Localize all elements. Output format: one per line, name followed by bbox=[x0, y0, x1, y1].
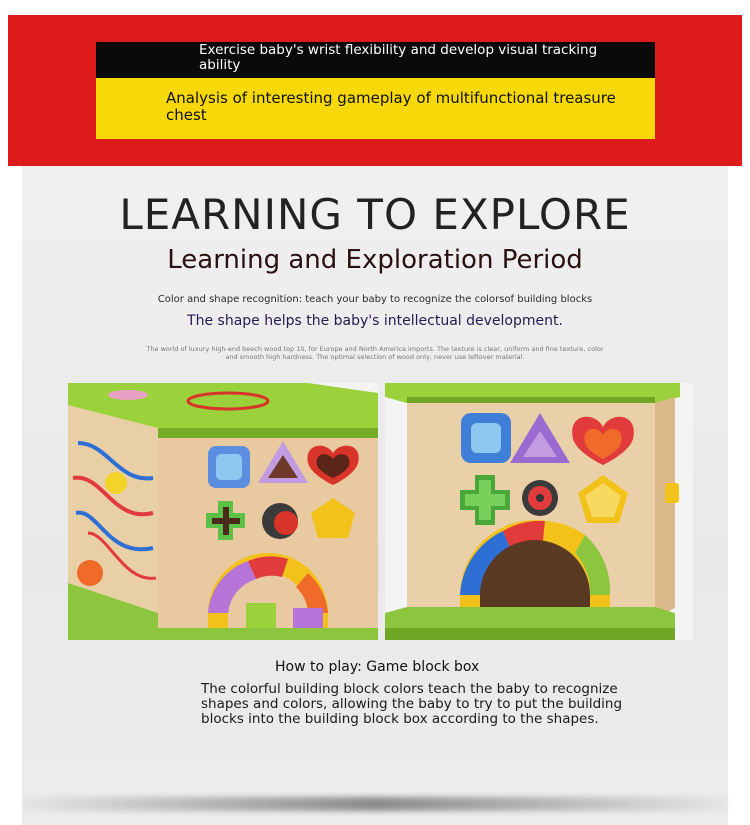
black-banner bbox=[96, 42, 655, 78]
fine-print: The world of luxury high-end beech wood top 10, for Europe and North America imports. The texture is clear, uniform and fine texture, color and smooth high hardness. The optimal selection of wood only, never use leftover material. bbox=[146, 345, 604, 361]
bottom-shadow bbox=[22, 797, 728, 811]
page-subheading: Learning and Exploration Period bbox=[167, 245, 583, 275]
activity-cube-angled-photo bbox=[68, 383, 378, 640]
how-to-play-description: The colorful building block colors teach the baby to recognize shapes and colors, allowing the baby to try to put the building blocks into the building block box according to the shapes. bbox=[201, 681, 623, 727]
page-heading: LEARNING TO EXPLORE bbox=[119, 190, 631, 239]
how-to-play-title: How to play: Game block box bbox=[275, 659, 480, 675]
yellow-banner bbox=[96, 78, 655, 139]
recognition-text: Color and shape recognition: teach your baby to recognize the colorsof building blocks bbox=[157, 294, 593, 305]
banner-line-1: Exercise baby's wrist flexibility and develop visual tracking ability bbox=[199, 42, 598, 73]
banner-line-2: Analysis of interesting gameplay of multifunctional treasure chest bbox=[166, 89, 616, 124]
development-text: The shape helps the baby's intellectual development. bbox=[187, 313, 563, 329]
activity-cube-front-photo bbox=[385, 383, 693, 640]
